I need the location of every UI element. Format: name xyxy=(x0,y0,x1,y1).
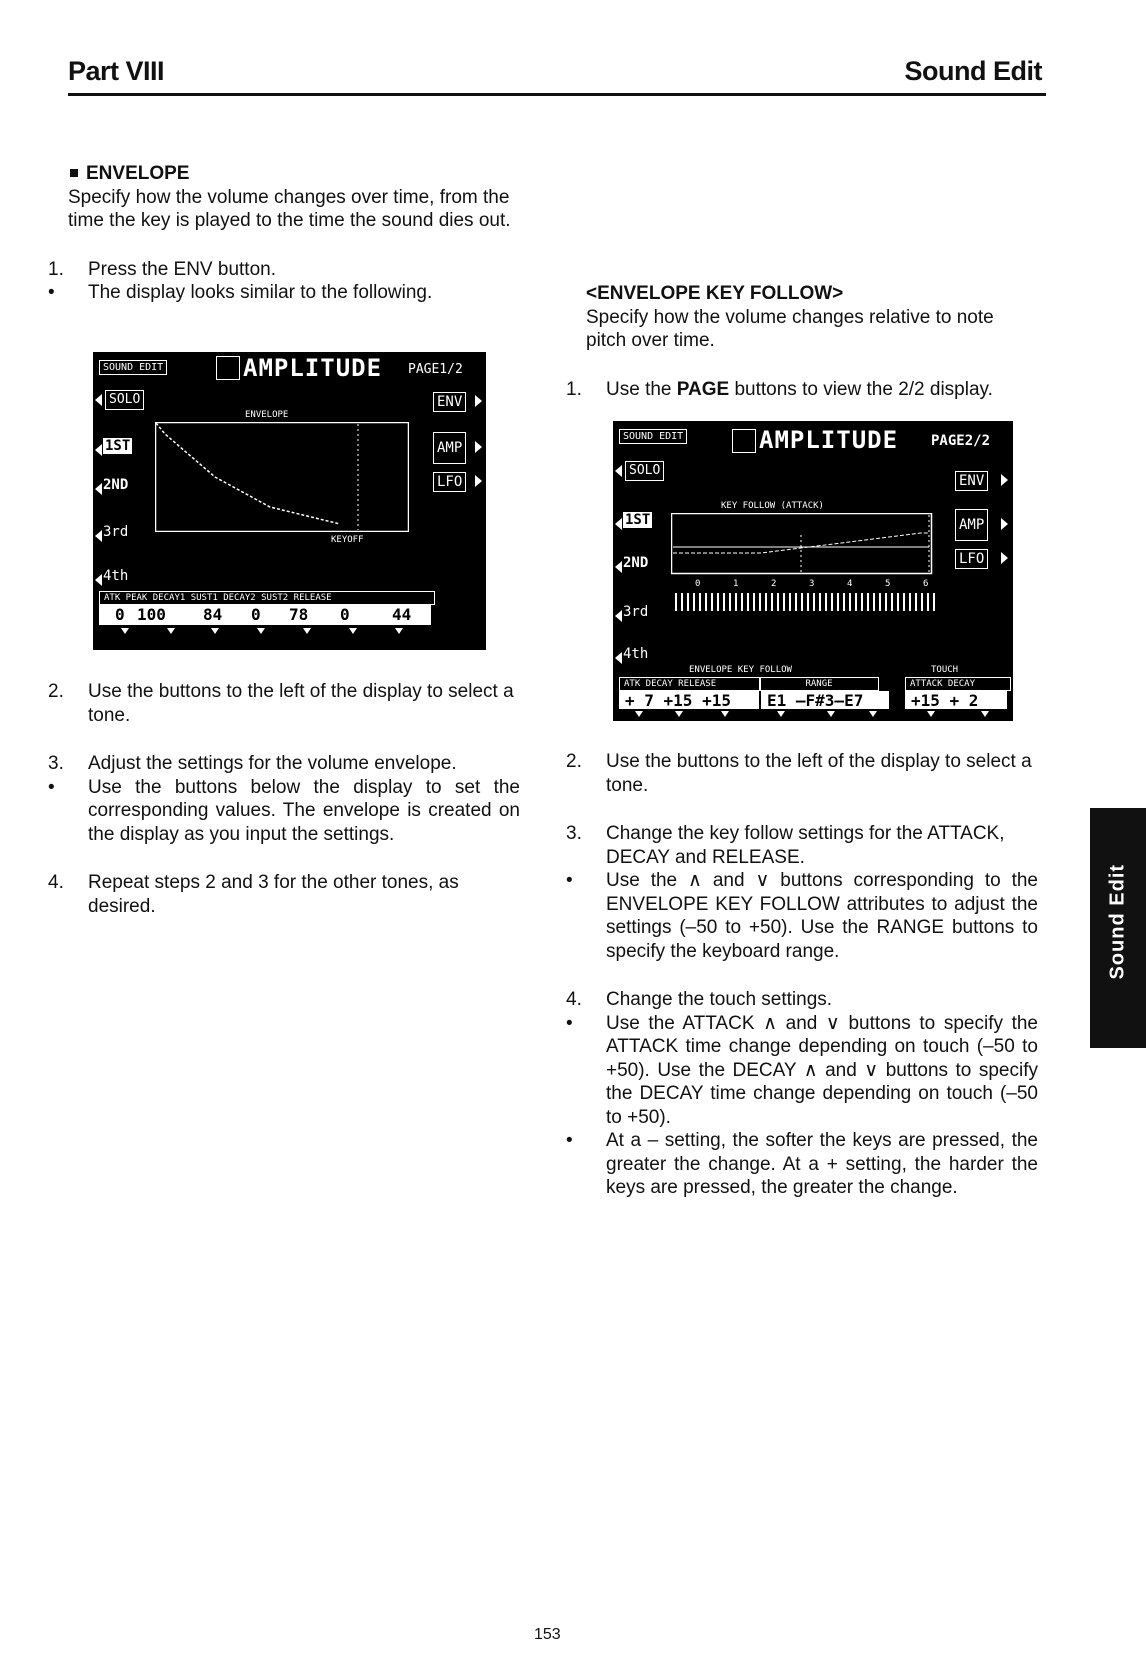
page-number: 153 xyxy=(534,1626,561,1643)
step-3-bullet: • Use the buttons below the display to set the corresponding values. The envelope is created on the display as you input the settings. xyxy=(48,776,520,845)
tone-4th-button[interactable]: 4th xyxy=(103,568,129,584)
tone-4-arrow-icon xyxy=(615,652,622,664)
right-step-3: 3. Change the key follow settings for the ATTACK, DECAY and RELEASE. xyxy=(566,823,1005,868)
right-column xyxy=(566,282,1038,401)
right-step-4: 4. Change the touch settings. xyxy=(566,989,833,1010)
tone-3rd-button[interactable]: 3rd xyxy=(623,604,649,620)
tone-2-arrow-icon xyxy=(615,561,622,573)
key-follow-values[interactable]: + 7 +15 +15 xyxy=(619,691,759,709)
left-steps xyxy=(48,680,520,918)
tone-1-arrow-icon xyxy=(95,444,102,456)
envelope-heading: ENVELOPE xyxy=(68,162,520,186)
step-3: 3. Adjust the settings for the volume envelope. xyxy=(48,753,457,774)
solo-left-arrow-icon xyxy=(615,465,622,477)
env-right-arrow-icon xyxy=(475,395,482,407)
tone-2nd-button[interactable]: 2ND xyxy=(103,477,129,493)
tone-1st-button[interactable]: 1ST xyxy=(625,512,651,528)
range-label: RANGE xyxy=(759,677,879,691)
step-2: 2. Use the buttons to the left of the display to select a tone. xyxy=(48,681,514,726)
header-rule xyxy=(68,93,1046,96)
value-down-arrows xyxy=(619,711,1009,721)
solo-button[interactable]: SOLO xyxy=(105,390,144,410)
touch-param-labels: ATTACK DECAY xyxy=(905,677,1011,691)
lfo-right-arrow-icon xyxy=(475,475,482,487)
section-title: Sound Edit xyxy=(904,56,1042,86)
value-down-arrows xyxy=(99,628,431,638)
lfo-button[interactable]: LFO xyxy=(955,549,988,569)
tone-3-arrow-icon xyxy=(615,610,622,622)
amplitude-display-page1 xyxy=(93,352,486,650)
lfo-right-arrow-icon xyxy=(1001,552,1008,564)
tone-3-arrow-icon xyxy=(95,530,102,542)
page-indicator: PAGE1/2 xyxy=(408,362,463,377)
keyoff-label: KEYOFF xyxy=(331,535,364,545)
touch-values[interactable]: +15 + 2 xyxy=(905,691,1007,709)
tone-2nd-button[interactable]: 2ND xyxy=(623,555,649,571)
tone-3rd-button[interactable]: 3rd xyxy=(103,524,129,540)
key-follow-graph xyxy=(671,513,933,599)
key-follow-param-labels: ATK DECAY RELEASE xyxy=(619,677,761,691)
left-column xyxy=(48,162,520,305)
tone-1st-button[interactable]: 1ST xyxy=(105,438,131,454)
step-1: 1. Press the ENV button. xyxy=(48,258,276,280)
sound-edit-tag: SOUND EDIT xyxy=(99,360,167,375)
tone-4th-button[interactable]: 4th xyxy=(623,646,649,662)
right-step-4-bullet-1: • Use the ATTACK ∧ and ∨ buttons to specify the ATTACK time change depending on touch (–50 to +50). Use the DECAY ∧ and ∨ buttons to specify the DECAY time change depending on touch (–50 to +50). xyxy=(566,1012,1038,1128)
page-indicator: PAGE2/2 xyxy=(931,433,991,449)
sound-edit-tag: SOUND EDIT xyxy=(619,429,687,444)
envelope-intro: Specify how the volume changes over time, from the time the key is played to the time the sound dies out. xyxy=(68,186,511,231)
range-values[interactable]: E1 —F#3—E7 xyxy=(761,691,889,709)
square-bullet-icon xyxy=(70,169,78,177)
step-4: 4. Repeat steps 2 and 3 for the other tones, as desired. xyxy=(48,872,459,917)
amp-button[interactable]: AMP xyxy=(433,432,466,464)
amplitude-icon xyxy=(732,429,756,453)
param-labels: ATK PEAK DECAY1 SUST1 DECAY2 SUST2 RELEASE xyxy=(99,591,435,605)
decay2-value[interactable]: 78 xyxy=(289,605,309,624)
tone-4-arrow-icon xyxy=(95,574,102,586)
keyboard-range-icon xyxy=(675,593,937,611)
right-step-1: 1. Use the PAGE buttons to view the 2/2 display. xyxy=(566,378,993,400)
amplitude-icon xyxy=(216,356,240,380)
amplitude-display-page2: SOUND EDIT AMPLITUDE PAGE2/2 SOLO KEY FOLLOW (ATTACK) 0 1 2 3 4 5 6 1ST 2ND 3rd 4th ENV AMP LFO ENVELOPE KEY FOLLOW TOUCH ATK DECAY RELEASE RANGE ATTACK DECAY + 7 +15 +15 E1 —F#3—E7 +15 + 2 xyxy=(613,421,1013,721)
param-values xyxy=(99,605,431,625)
step-1-bullet: • The display looks similar to the following. xyxy=(48,282,433,303)
part-label: Part VIII xyxy=(68,56,165,86)
tone-1-arrow-icon xyxy=(615,518,622,530)
sust1-value[interactable]: 0 xyxy=(251,605,261,624)
side-tab: Sound Edit xyxy=(1090,808,1146,1048)
right-step-3-bullet: • Use the ∧ and ∨ buttons corresponding to the ENVELOPE KEY FOLLOW attributes to adjust the settings (–50 to +50). Use the RANGE buttons to specify the keyboard range. xyxy=(566,870,1038,962)
key-follow-intro: Specify how the volume changes relative to note pitch over time. xyxy=(586,306,994,351)
sust2-value[interactable]: 0 xyxy=(340,605,350,624)
release-value[interactable]: 44 xyxy=(392,605,412,624)
right-steps xyxy=(566,750,1038,1200)
lfo-button[interactable]: LFO xyxy=(433,472,466,492)
amp-right-arrow-icon xyxy=(1001,518,1008,530)
amp-button[interactable]: AMP xyxy=(955,509,988,541)
env-button[interactable]: ENV xyxy=(955,471,988,491)
solo-left-arrow-icon xyxy=(95,394,102,406)
touch-label: TOUCH xyxy=(931,665,959,675)
right-step-2: 2. Use the buttons to the left of the display to select a tone. xyxy=(566,751,1032,796)
graph-label: ENVELOPE xyxy=(245,410,289,420)
amp-right-arrow-icon xyxy=(475,441,482,453)
display-title: AMPLITUDE xyxy=(759,426,899,454)
key-follow-heading: <ENVELOPE KEY FOLLOW> xyxy=(586,283,844,304)
decay1-value[interactable]: 84 xyxy=(203,605,223,624)
key-follow-group-label: ENVELOPE KEY FOLLOW xyxy=(689,665,792,675)
display-title: AMPLITUDE xyxy=(243,354,383,382)
peak-value[interactable]: 100 xyxy=(137,605,166,624)
env-button[interactable]: ENV xyxy=(433,392,466,412)
env-right-arrow-icon xyxy=(1001,474,1008,486)
solo-button[interactable]: SOLO xyxy=(625,461,664,481)
atk-value[interactable]: 0 xyxy=(115,605,125,624)
envelope-graph xyxy=(155,422,409,532)
right-step-4-bullet-2: • At a – setting, the softer the keys are pressed, the greater the change. At a + setting, the harder the keys are pressed, the greater the change. xyxy=(566,1130,1038,1198)
graph-label: KEY FOLLOW (ATTACK) xyxy=(721,501,824,511)
tone-2-arrow-icon xyxy=(95,483,102,495)
